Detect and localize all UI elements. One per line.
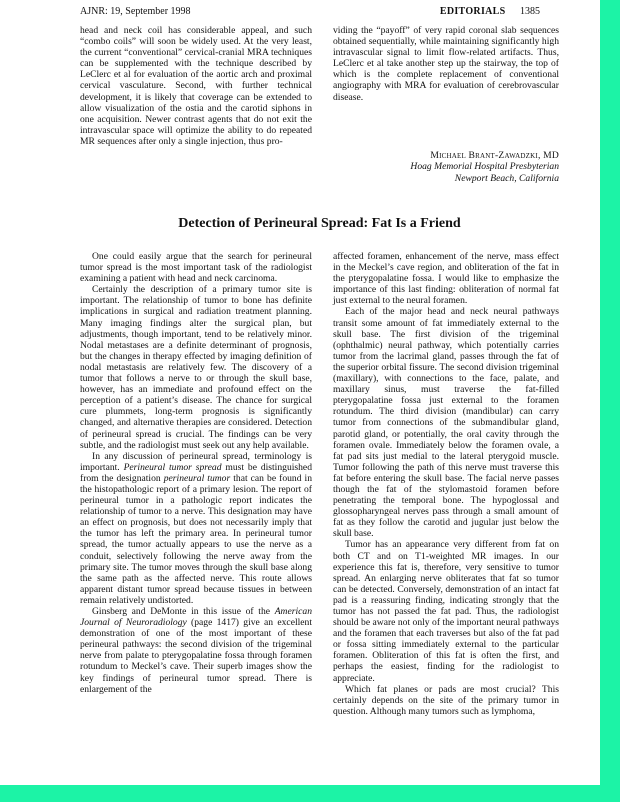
article-paragraph: affected foramen, enhancement of the nerve, mass effect in the Meckel’s cave region, and obliteration of the fat in the pterygopalatine fossa. I would like to emphasize the importance of this last finding: obliteration of normal fat just external to the neural foramen.: [333, 251, 559, 307]
author-location: Newport Beach, California: [454, 172, 559, 184]
journal-title-italic: American Journal of Neuroradiology: [80, 606, 312, 629]
italic-term: perineural tumor: [163, 472, 231, 484]
article-paragraph: One could easily argue that the search for perineural tumor spread is the most important task of the radiologist examining a patient with head and neck carcinoma.: [80, 251, 312, 285]
author-name: Michael Brant-Zawadzki, MD: [430, 150, 559, 161]
section-name: EDITORIALS: [439, 6, 506, 17]
article-paragraph: Which fat planes or pads are most crucial? This certainly depends on the site of the primary tumor in question. Although many tumors such as lymphoma,: [333, 683, 559, 717]
article-paragraph: Each of the major head and neck neural pathways transit some amount of fat immediately external to the skull base. The first division of the trigeminal (ophthalmic) neural pathway, which potentially carries tumor from the lacrimal gland, passes through the fat of the superior orbital fissure. The second division trigeminal (maxillary), with connections to the face, palate, and maxillary sinus, must traverse the fat-filled pterygopalatine fossa just external to the foramen rotundum. The third division (mandibular) can carry tumor from connections of the submandibular gland, parotid gland, or potentially, the oral cavity through the foramen ovale. Immediately below the foramen ovale, a fat pad sits just medial to the lateral pterygoid muscle. Tumor following the path of this nerve must traverse this fat before entering the skull base. The facial nerve passes though the fat of the stylomastoid foramen before penetrating the temporal bone. The hypoglossal and glossopharyngeal nerves pass through a small amount of fat as they follow the carotid and jugular just below the skull base.: [333, 306, 559, 540]
journal-citation: AJNR: 19, September 1998: [80, 6, 191, 17]
italic-term: Perineural tumor spread: [123, 461, 222, 473]
article-paragraph-terminology: [80, 451, 312, 606]
text-run: In any discussion of perineural spread, terminology is important.: [80, 450, 312, 473]
previous-editorial-paragraph: head and neck coil has considerable appeal, and such “combo coils” will soon be widely used. At the very least, the current “conventional” cervical-cranial MRA techniques can be supplemented with the technique described by LeClerc et al for evaluation of the aortic arch and proximal cervical vasculature. Second, with further technical development, it is likely that coverage can be extended to allow visualization of the ostia and the carotid siphons in one acquisition. Newer contrast agents that do not exit the intravascular space will optimize the ability to do repeated MR sequences after only a single injection, thus pro-: [80, 25, 312, 147]
previous-editorial-right-column: [333, 25, 559, 103]
page-number: 1385: [520, 6, 540, 17]
article-paragraph-ginsberg: [80, 606, 312, 695]
previous-editorial-left-column: [80, 25, 312, 147]
article-paragraph: Certainly the description of a primary tumor site is important. The relationship of tumor to bone has definite implications in surgical and radiation treatment planning. Many imaging findings alter the surgical plan, but adjustments, though important, tend to be relatively minor. Nodal metastases are a definite determinant of prognosis, but the changes in therapy effected by imaging definition of nodal metastasis are relatively few. The discovery of a tumor that follows a nerve to or through the skull base, however, has an immediate and profound effect on the perception of a patient’s disease. The chance for surgical cure plummets, long-term prognosis is significantly changed, and alternative therapies are considered. Detection of perineural spread is crucial. The findings can be very subtle, and the radiologist must seek out any help available.: [80, 284, 312, 451]
article-title: Detection of Perineural Spread: Fat Is a Friend: [178, 216, 461, 231]
text-run: must be distinguished from the designation: [80, 461, 312, 484]
previous-editorial-paragraph: viding the “payoff” of very rapid coronal slab sequences obtained sequentially, while maintaining significantly high intravascular signal to limit flow-related artifacts. Thus, LeClerc et al take another step up the stairway, the top of which is the complete replacement of conventional angiography with MRA for evaluation of cerebrovascular disease.: [333, 25, 559, 103]
article-paragraph: Tumor has an appearance very different from fat on both CT and on T1-weighted MR images. In our experience this fat is, therefore, very sensitive to tumor spread. An enlarging nerve obliterates that fat so tumor can be detected. Conversely, demonstration of an intact fat pad is a reassuring finding, indicating strongly that the tumor has not passed the fat pad. Thus, the radiologist should be aware not only of the important neural pathways and the foramen that each traverses but also of the fat pad or fossa sitting immediately external to the particular foramen. Obliteration of this fat is often the first, and perhaps the easiest, finding for the radiologist to appreciate.: [333, 539, 559, 684]
article-left-column: [80, 251, 312, 695]
article-right-column: [333, 251, 559, 717]
author-affiliation: Hoag Memorial Hospital Presbyterian: [410, 161, 559, 173]
editorial-signature: [333, 150, 559, 184]
text-run: that can be found in the histopathologic report of a primary lesion. The report of perineural tumor in a pathologic report indicates the relationship of tumor to a nerve. This designation may have an effect on prognosis, but does not necessarily imply that the tumor has left the primary area. In perineural tumor spread, the tumor actually appears to use the nerve as a conduit, selectively following the nerve away from the primary site. The tumor moves through the skull base along the same path as the affected nerve. This route allows apparent distant tumor spread because tissues in between remain relatively undistorted.: [80, 472, 313, 606]
section-and-page: [440, 6, 540, 18]
text-run: (page 1417) give an excellent demonstration of one of the most important of these perineural pathways: the second division of the trigeminal nerve from palate to pterygopalatine fossa through foramen rotundum to Meckel’s cave. Their superb images show the key findings of perineural tumor spread. There is enlargement of the: [80, 617, 312, 695]
text-run: Ginsberg and DeMonte in this issue of the: [92, 606, 275, 617]
